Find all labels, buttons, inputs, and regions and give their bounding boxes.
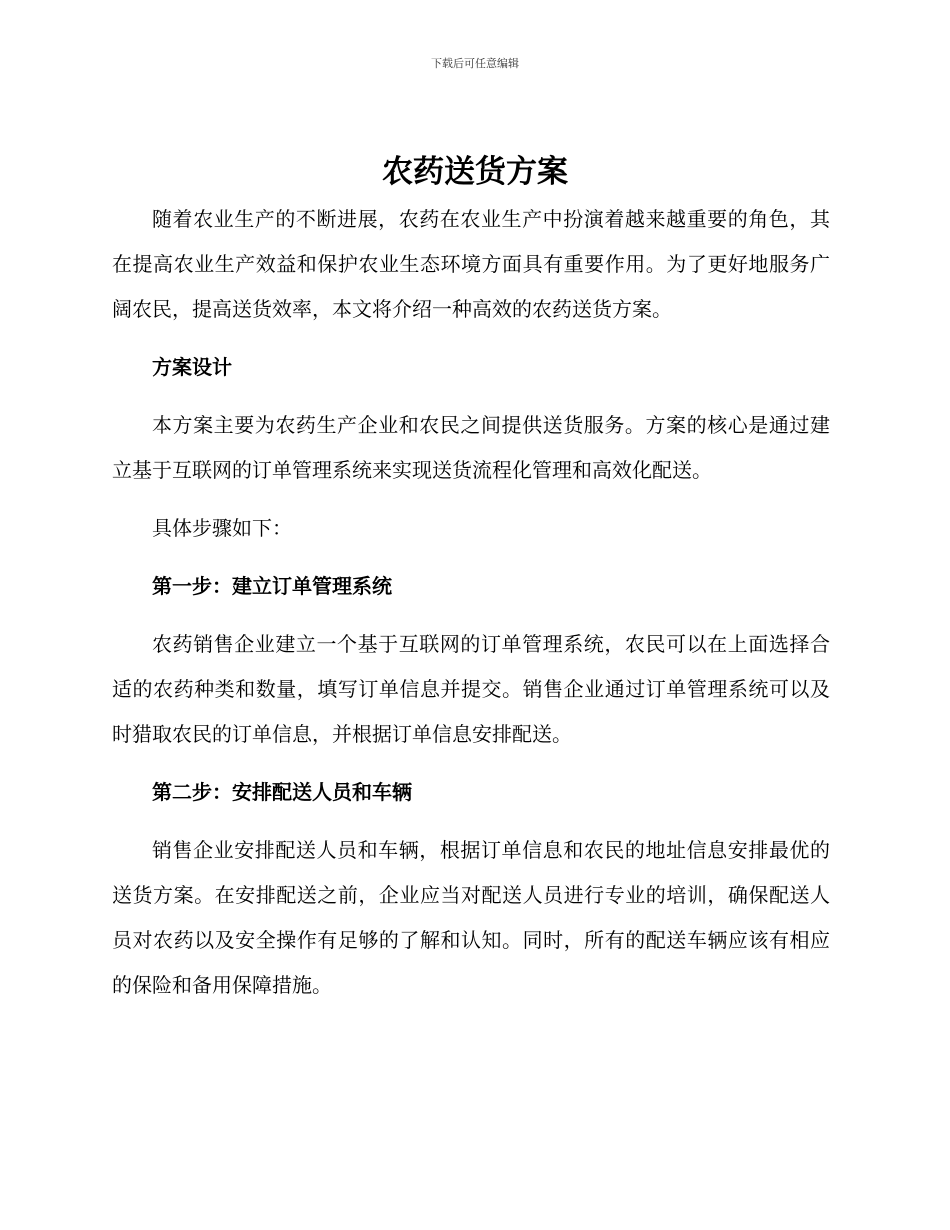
step2-heading: 第二步：安排配送人员和车辆 bbox=[152, 780, 412, 804]
steps-intro: 具体步骤如下： bbox=[152, 516, 292, 540]
step1-paragraph: 农药销售企业建立一个基于互联网的订单管理系统，农民可以在上面选择合适的农药种类和数量，填写订单信息并提交。销售企业通过订单管理系统可以及时猎取农民的订单信息，并根据订单信息安排配送。 bbox=[112, 632, 830, 746]
page-header-note: 下载后可任意编辑 bbox=[431, 57, 519, 70]
section-heading: 方案设计 bbox=[152, 355, 232, 379]
document-body bbox=[112, 197, 830, 1008]
section-paragraph: 本方案主要为农药生产企业和农民之间提供送货服务。方案的核心是通过建立基于互联网的订单管理系统来实现送货流程化管理和高效化配送。 bbox=[112, 413, 830, 482]
document-title: 农药送货方案 bbox=[382, 154, 568, 190]
step1-heading: 第一步：建立订单管理系统 bbox=[152, 574, 392, 598]
intro-paragraph: 随着农业生产的不断进展，农药在农业生产中扮演着越来越重要的角色，其在提高农业生产效益和保护农业生态环境方面具有重要作用。为了更好地服务广阔农民，提高送货效率，本文将介绍一种高效的农药送货方案。 bbox=[112, 207, 830, 321]
step2-paragraph: 销售企业安排配送人员和车辆，根据订单信息和农民的地址信息安排最优的送货方案。在安排配送之前，企业应当对配送人员进行专业的培训，确保配送人员对农药以及安全操作有足够的了解和认知。同时，所有的配送车辆应该有相应的保险和备用保障措施。 bbox=[112, 838, 830, 997]
